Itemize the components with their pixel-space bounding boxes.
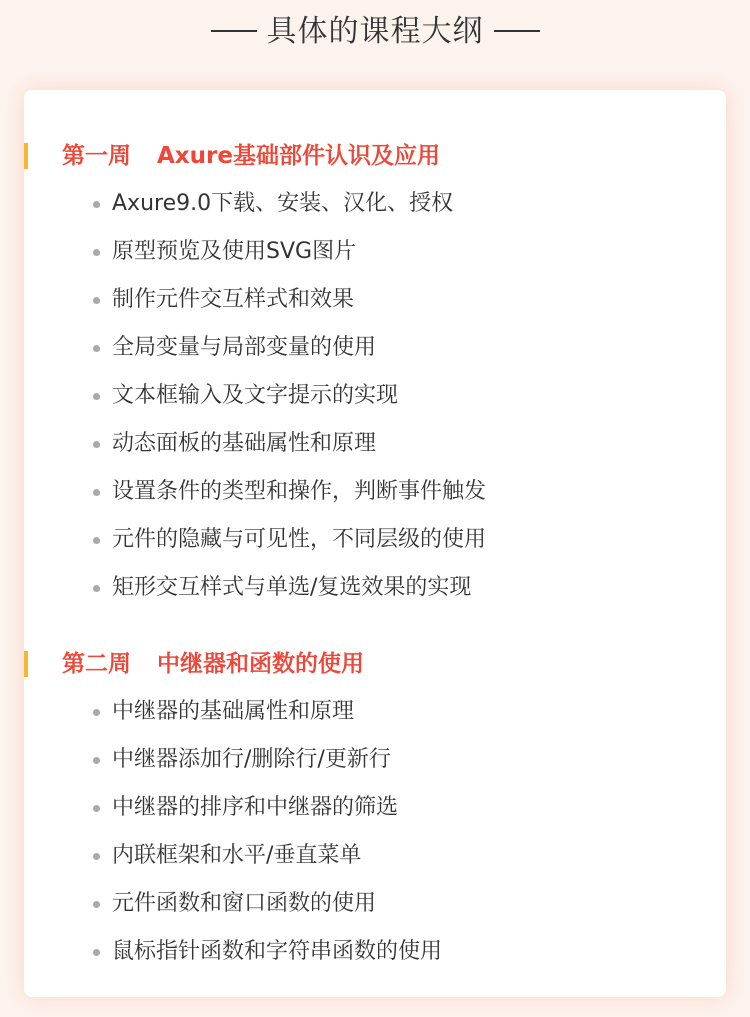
bullet-dot-icon [93, 805, 100, 812]
list-item-text: 矩形交互样式与单选/复选效果的实现 [112, 575, 472, 600]
week-item-list [24, 180, 726, 612]
list-item-text: 原型预览及使用SVG图片 [112, 239, 357, 264]
list-item [24, 880, 726, 928]
week-topic: Axure基础部件认识及应用 [157, 143, 440, 169]
syllabus-card [24, 90, 726, 997]
bullet-dot-icon [93, 709, 100, 716]
list-item [24, 688, 726, 736]
list-item [24, 180, 726, 228]
title-left-dash [211, 30, 257, 32]
week-marker [24, 143, 28, 169]
page-title [0, 10, 750, 54]
bullet-dot-icon [93, 201, 100, 208]
page-title-text: 具体的课程大纲 [266, 14, 484, 49]
list-item [24, 372, 726, 420]
list-item [24, 228, 726, 276]
bullet-dot-icon [93, 949, 100, 956]
week-section-1 [24, 138, 726, 612]
bullet-dot-icon [93, 757, 100, 764]
week-marker [24, 651, 28, 677]
list-item [24, 516, 726, 564]
week-header [24, 138, 726, 174]
bullet-dot-icon [93, 537, 100, 544]
list-item-text: Axure9.0下载、安装、汉化、授权 [112, 191, 454, 216]
list-item-text: 中继器的排序和中继器的筛选 [112, 795, 399, 820]
list-item [24, 928, 726, 976]
list-item [24, 736, 726, 784]
list-item-text: 全局变量与局部变量的使用 [112, 335, 377, 360]
week-number: 第一周 [62, 143, 131, 169]
week-section-2 [24, 646, 726, 976]
list-item [24, 468, 726, 516]
week-topic: 中继器和函数的使用 [157, 651, 364, 677]
list-item-text: 文本框输入及文字提示的实现 [112, 383, 399, 408]
list-item-text: 动态面板的基础属性和原理 [112, 431, 377, 456]
bullet-dot-icon [93, 297, 100, 304]
list-item [24, 564, 726, 612]
bullet-dot-icon [93, 393, 100, 400]
bullet-dot-icon [93, 901, 100, 908]
list-item [24, 420, 726, 468]
list-item [24, 324, 726, 372]
list-item [24, 832, 726, 880]
bullet-dot-icon [93, 345, 100, 352]
list-item [24, 784, 726, 832]
list-item-text: 内联框架和水平/垂直菜单 [112, 843, 362, 868]
list-item [24, 276, 726, 324]
bullet-dot-icon [93, 585, 100, 592]
bullet-dot-icon [93, 249, 100, 256]
bullet-dot-icon [93, 853, 100, 860]
list-item-text: 鼠标指针函数和字符串函数的使用 [112, 939, 443, 964]
week-number: 第二周 [62, 651, 131, 677]
list-item-text: 中继器的基础属性和原理 [112, 699, 355, 724]
bullet-dot-icon [93, 489, 100, 496]
week-header [24, 646, 726, 682]
list-item-text: 元件的隐藏与可见性，不同层级的使用 [112, 527, 487, 552]
list-item-text: 制作元件交互样式和效果 [112, 287, 355, 312]
list-item-text: 中继器添加行/删除行/更新行 [112, 747, 391, 772]
list-item-text: 元件函数和窗口函数的使用 [112, 891, 377, 916]
title-right-dash [494, 30, 540, 32]
week-item-list [24, 688, 726, 976]
bullet-dot-icon [93, 441, 100, 448]
list-item-text: 设置条件的类型和操作，判断事件触发 [112, 479, 487, 504]
